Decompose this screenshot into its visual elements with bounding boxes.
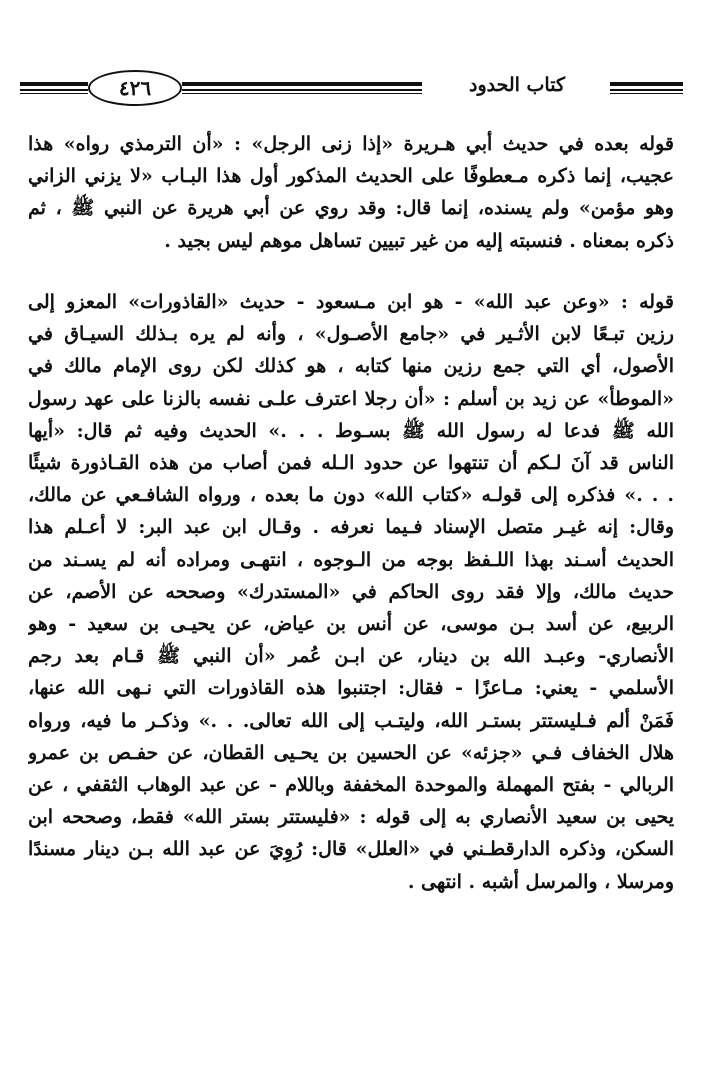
text-line: قوله بعده في حديث أبي هـريرة «إذا زنى الرجل» : «أن الترمذي رواه» هذا [28,133,674,155]
text-line: يحيى بن سعيد الأنصاري به إلى قوله : «فليستتر بستر الله» فقط، وصححه ابن [28,806,674,829]
text-line: الأصول، أي التي جمع رزين منها كتابه ، هو كذلك لكن روى الإمام مالك في [28,355,674,378]
text-line: الناس قد آنَ لـكم أن تنتهوا عن حدود الـله فمن أصاب من هذه القـاذورة شيئًا [28,452,674,475]
text-line: قوله : «وعن عبد الله» - هو ابن مـسعود - حديث «القاذورات» المعزو إلى [28,291,674,313]
text-line: حديث مالك، وإلا فقد روى الحاكم في «المستدرك» وصححه عن الأصم، عن [28,580,674,603]
text-line: فَمَنْ ألم فـليستتر بستـر الله، وليتـب إلى الله تعالى. . .» وذكـر ما فيه، ورواه [28,709,674,732]
text-line: . . .» فذكره إلى قولـه «كتاب الله» دون ما بعده ، ورواه الشافـعي عن مالك، [28,484,674,507]
text-line: الربالي - بفتح المهملة والموحدة المخففة وباللام - عن عبد الوهاب الثقفي ، عن [28,774,674,797]
header-rule-left [20,82,88,96]
header-rule-right [610,82,683,96]
text-line: الحديث أسـند بهذا اللـفظ بوجه من الـوجوه ، انتهـى ومراده أنه لم يسـند من [28,548,674,571]
text-line: الأسلمي - يعني: مـاعزًا - فقال: اجتنبوا هذه القاذورات التي نـهى الله عنها، [28,677,674,700]
header-rule-middle [182,82,422,96]
page-number: ٤٢٦ [88,70,182,106]
text-line: الله ﷺ فدعا له رسول الله ﷺ بسـوط . . .» الحديث وفيه ثم قال: «أيها [28,419,674,442]
text-line: رزين تبـعًا لابن الأثـير في «جامع الأصـول» ، وأنه لم يره بـذلك السيـاق في [28,323,674,346]
text-line: هلال الخفاف فـي «جزئه» عن الحسين بن يحـيى القطان، عن حفـص بن عمرو [28,741,674,764]
text-line: عجيب، إنما ذكره مـعطوفًا على الحديث المذكور أول هذا البـاب «لا يزني الزاني [28,165,674,188]
text-line: «الموطأ» عن زيد بن أسلم : «أن رجلا اعترف علـى نفسه بالزنا على عهد رسول [28,387,674,410]
text-line: السكن، وذكره الدارقطـني في «العلل» قال: رُوِيَ عن عبد الله بـن دينار مسندًا [28,838,674,861]
paragraph-2 [28,286,674,898]
text-line: الربيع، عن أسد بـن موسى، عن أنس بن عياض، عن يحيـى بن سعيد - وهو [28,613,674,636]
text-line: وقال: إنه غيـر متصل الإسناد فـيما نعرفه . وقـال ابن عبد البر: لا أعـلم هذا [28,516,674,539]
text-line: ذكره بمعناه . فنسبته إليه من غير تبيين تساهل موهم ليس بجيد . [164,229,674,252]
text-line: الأنصاري- وعبـد الله بن دينار، عن ابـن عُمر «أن النبي ﷺ قـام بعد رجم [28,645,674,668]
paragraph-1 [28,128,674,257]
chapter-title: كتاب الحدود [468,74,565,96]
text-line: ومرسلا ، والمرسل أشبه . انتهى . [407,870,674,893]
page-header [20,70,683,110]
text-line: وهو مؤمن» ولم يسنده، إنما قال: وقد روي عن أبي هريرة عن النبي ﷺ ، ثم [28,197,674,220]
